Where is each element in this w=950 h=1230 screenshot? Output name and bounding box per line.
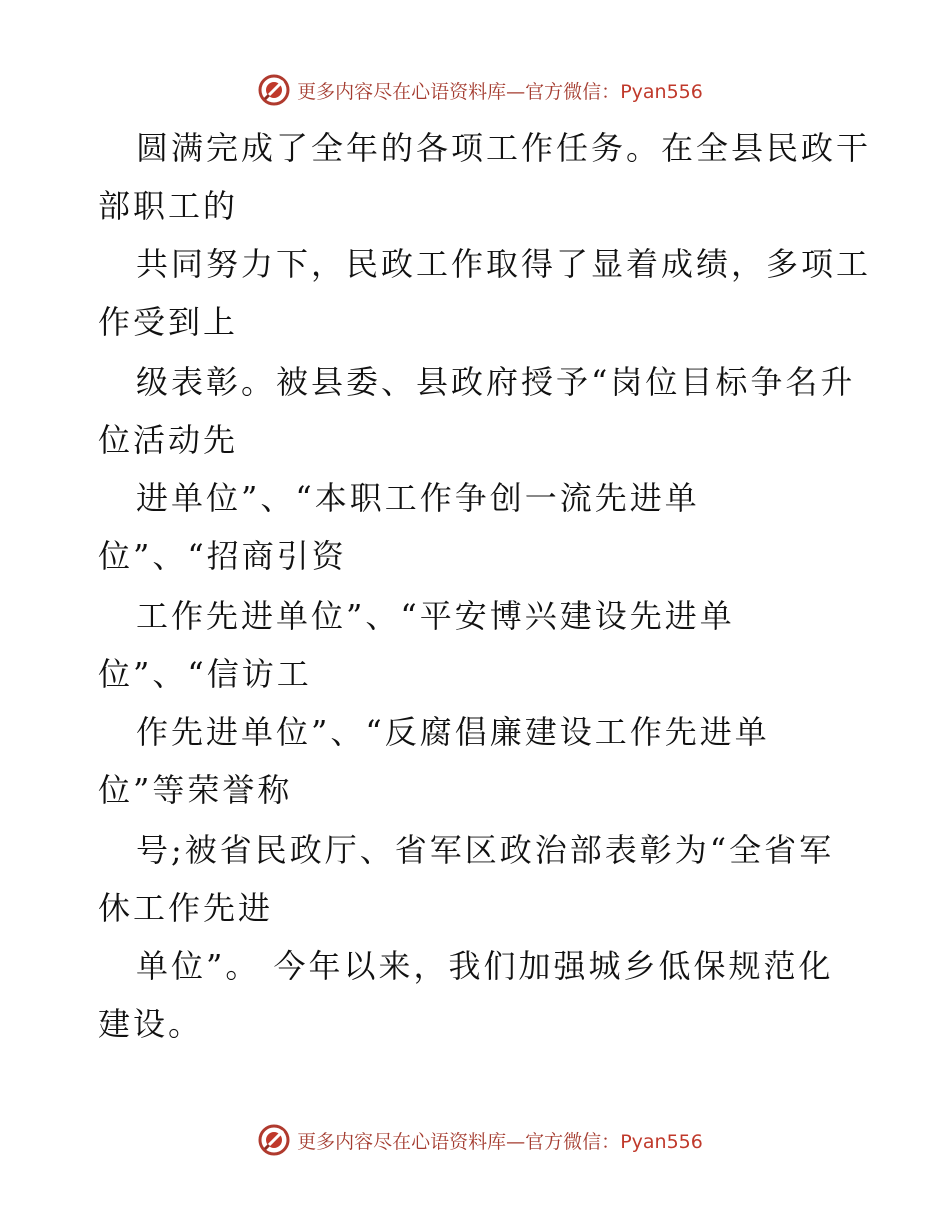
header-banner-text: 更多内容尽在心语资料库—官方微信：Pyan556 — [297, 80, 703, 103]
paragraph-line: 部职工的 — [98, 187, 239, 225]
paragraph-line: 位”、“信访工 — [98, 655, 312, 693]
paragraph-line: 号;被省民政厅、省军区政治部表彰为“全省军 — [136, 831, 835, 869]
paragraph-line: 圆满完成了全年的各项工作任务。在全县民政干 — [136, 129, 872, 167]
paragraph-line: 位”、“招商引资 — [98, 537, 347, 575]
paragraph-line: 作先进单位”、“反腐倡廉建设工作先进单 — [136, 713, 770, 751]
paragraph-line: 级表彰。被县委、县政府授予“岗位目标争名升 — [136, 363, 856, 401]
paragraph-line: 单位”。 今年以来，我们加强城乡低保规范化 — [136, 947, 834, 985]
paragraph-line: 建设。 — [98, 1005, 204, 1043]
paragraph-line: 作受到上 — [98, 303, 239, 341]
paragraph-line: 位活动先 — [98, 421, 239, 459]
footer-banner — [0, 1120, 950, 1160]
pen-logo-icon — [257, 1123, 291, 1157]
footer-banner-text: 更多内容尽在心语资料库—官方微信：Pyan556 — [297, 1130, 703, 1153]
paragraph-line: 工作先进单位”、“平安博兴建设先进单 — [136, 597, 735, 635]
paragraph-line: 共同努力下，民政工作取得了显着成绩，多项工 — [136, 245, 872, 283]
paragraph-line: 进单位”、“本职工作争创一流先进单 — [136, 479, 700, 517]
paragraph-line: 休工作先进 — [98, 889, 274, 927]
paragraph-line: 位”等荣誉称 — [98, 771, 293, 809]
